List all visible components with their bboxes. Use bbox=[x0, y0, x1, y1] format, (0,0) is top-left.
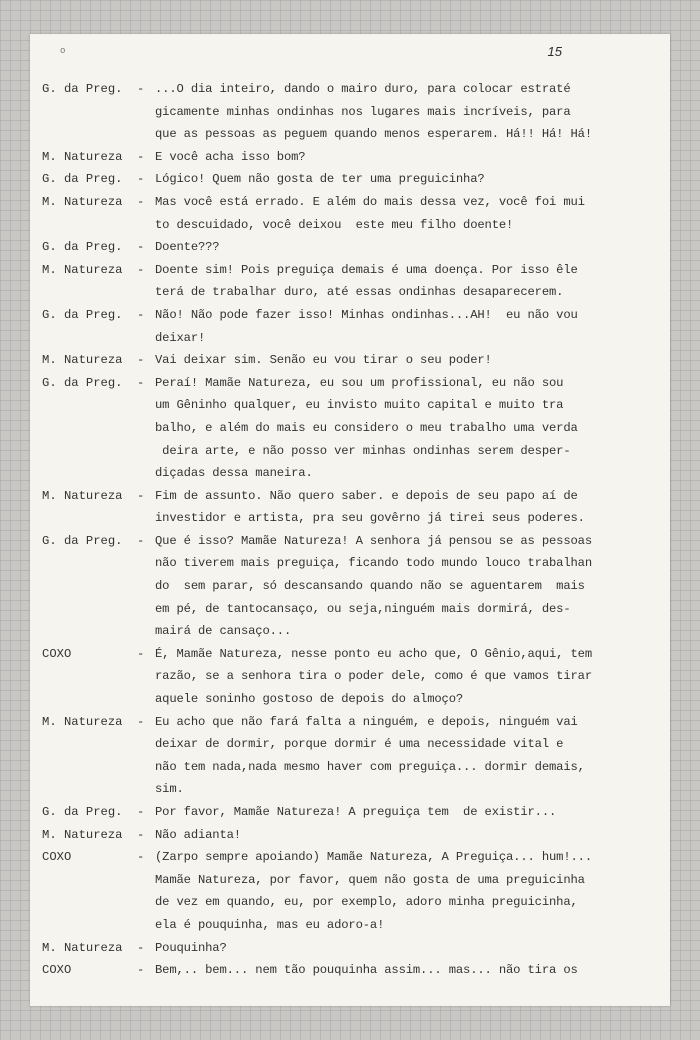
dialogue-entry bbox=[42, 959, 658, 982]
dialogue-line: ela é pouquinha, mas eu adoro-a! bbox=[155, 917, 385, 932]
speaker-name: M. Natureza bbox=[42, 149, 123, 164]
dialogue-entry bbox=[42, 236, 658, 259]
speaker-name: G. da Preg. bbox=[42, 307, 123, 322]
dialogue-entry bbox=[42, 937, 658, 960]
dialogue-line: em pé, de tantocansaço, ou seja,ninguém mais dormirá, des- bbox=[155, 601, 571, 616]
dialogue-line: Por favor, Mamãe Natureza! A preguiça tem de existir... bbox=[155, 805, 557, 819]
dialogue-entry bbox=[42, 485, 658, 530]
dialogue-line: Eu acho que não fará falta a ninguém, e depois, ninguém vai bbox=[155, 714, 578, 729]
speaker-name: G. da Preg. bbox=[42, 240, 123, 255]
dialogue-line: Peraí! Mamãe Natureza, eu sou um profissional, eu não sou bbox=[155, 375, 564, 390]
speaker-separator: - bbox=[137, 194, 145, 209]
dialogue-line: Fim de assunto. Não quero saber. e depois de seu papo aí de bbox=[155, 488, 578, 503]
speaker-separator: - bbox=[137, 172, 145, 187]
speaker-separator: - bbox=[137, 240, 145, 255]
dialogue-text bbox=[155, 304, 658, 349]
dialogue-entry bbox=[42, 824, 658, 847]
speaker-separator: - bbox=[137, 533, 145, 548]
speaker-separator: - bbox=[137, 963, 145, 978]
speaker-separator: - bbox=[137, 353, 145, 368]
dialogue-line: Pouquinha? bbox=[155, 940, 227, 955]
speaker-separator: - bbox=[137, 262, 145, 277]
dialogue-line: Doente sim! Pois preguiça demais é uma doença. Por isso êle bbox=[155, 262, 578, 277]
dialogue-text bbox=[155, 349, 658, 372]
dialogue-text bbox=[155, 846, 658, 936]
dialogue-text bbox=[155, 191, 658, 236]
script-dialogue bbox=[42, 78, 658, 982]
speaker-name: M. Natureza bbox=[42, 714, 123, 729]
speaker-separator: - bbox=[137, 714, 145, 729]
dialogue-line: mairá de cansaço... bbox=[155, 624, 292, 639]
dialogue-entry bbox=[42, 643, 658, 711]
dialogue-entry bbox=[42, 191, 658, 236]
speaker-separator: - bbox=[137, 488, 145, 503]
dialogue-line: um Gêninho qualquer, eu invisto muito capital e muito tra bbox=[155, 398, 564, 413]
dialogue-entry bbox=[42, 372, 658, 485]
dialogue-line: não tiverem mais preguiça, ficando todo mundo louco trabalhan bbox=[155, 556, 592, 571]
dialogue-line: Não adianta! bbox=[155, 827, 241, 842]
speaker-name: M. Natureza bbox=[42, 353, 123, 368]
dialogue-text bbox=[155, 485, 658, 530]
dialogue-entry bbox=[42, 801, 658, 824]
dialogue-line: deixar de dormir, porque dormir é uma necessidade vital e bbox=[155, 737, 564, 752]
dialogue-text bbox=[155, 168, 658, 191]
dialogue-entry bbox=[42, 530, 658, 643]
dialogue-line: Lógico! Quem não gosta de ter uma preguicinha? bbox=[155, 172, 485, 187]
dialogue-entry bbox=[42, 259, 658, 304]
speaker-name: COXO bbox=[42, 850, 72, 865]
speaker-name: M. Natureza bbox=[42, 194, 123, 209]
dialogue-entry bbox=[42, 78, 658, 146]
dialogue-text bbox=[155, 146, 658, 169]
dialogue-entry bbox=[42, 168, 658, 191]
dialogue-line: Doente??? bbox=[155, 240, 220, 255]
dialogue-line: do sem parar, só descansando quando não se aguentarem mais bbox=[155, 579, 585, 594]
dialogue-text bbox=[155, 259, 658, 304]
dialogue-text bbox=[155, 372, 658, 485]
dialogue-line: to descuidado, você deixou este meu filho doente! bbox=[155, 217, 514, 232]
dialogue-line: não tem nada,nada mesmo haver com preguiça... dormir demais, bbox=[155, 759, 585, 774]
dialogue-entry bbox=[42, 146, 658, 169]
dialogue-text bbox=[155, 530, 658, 643]
dialogue-line: Que é isso? Mamãe Natureza! A senhora já pensou se as pessoas bbox=[155, 533, 592, 548]
dialogue-line: sim. bbox=[155, 782, 184, 797]
speaker-separator: - bbox=[137, 307, 145, 322]
speaker-separator: - bbox=[137, 805, 145, 819]
speaker-name: G. da Preg. bbox=[42, 805, 123, 819]
dialogue-text bbox=[155, 643, 658, 711]
dialogue-text bbox=[155, 937, 658, 960]
dialogue-line: Não! Não pode fazer isso! Minhas ondinhas...AH! eu não vou bbox=[155, 307, 578, 322]
dialogue-line: aquele soninho gostoso de depois do almoço? bbox=[155, 692, 464, 707]
dialogue-line: Mas você está errado. E além do mais dessa vez, você foi mui bbox=[155, 194, 585, 209]
punch-hole-mark: o bbox=[60, 46, 66, 56]
speaker-separator: - bbox=[137, 149, 145, 164]
speaker-name: M. Natureza bbox=[42, 488, 123, 503]
dialogue-text bbox=[155, 711, 658, 801]
dialogue-line: Mamãe Natureza, por favor, quem não gosta de uma preguicinha bbox=[155, 872, 585, 887]
dialogue-line: que as pessoas as peguem quando menos esperarem. Há!! Há! Há! bbox=[155, 127, 592, 142]
dialogue-entry bbox=[42, 349, 658, 372]
dialogue-line: Vai deixar sim. Senão eu vou tirar o seu poder! bbox=[155, 353, 492, 368]
speaker-separator: - bbox=[137, 375, 145, 390]
dialogue-text bbox=[155, 78, 658, 146]
dialogue-line: ...O dia inteiro, dando o mairo duro, para colocar estraté bbox=[155, 82, 571, 96]
dialogue-text bbox=[155, 801, 658, 824]
dialogue-entry bbox=[42, 304, 658, 349]
speaker-separator: - bbox=[137, 850, 145, 865]
dialogue-line: investidor e artista, pra seu govêrno já tirei seus poderes. bbox=[155, 511, 585, 526]
speaker-name: M. Natureza bbox=[42, 262, 123, 277]
page-number: 15 bbox=[547, 44, 562, 59]
dialogue-entry bbox=[42, 846, 658, 936]
dialogue-text bbox=[155, 959, 658, 982]
dialogue-line: terá de trabalhar duro, até essas ondinhas desaparecerem. bbox=[155, 285, 564, 300]
speaker-separator: - bbox=[137, 82, 145, 96]
dialogue-text bbox=[155, 824, 658, 847]
speaker-name: G. da Preg. bbox=[42, 533, 123, 548]
dialogue-line: diçadas dessa maneira. bbox=[155, 466, 313, 481]
speaker-name: G. da Preg. bbox=[42, 375, 123, 390]
speaker-name: M. Natureza bbox=[42, 827, 123, 842]
dialogue-line: gicamente minhas ondinhas nos lugares mais incríveis, para bbox=[155, 104, 571, 119]
speaker-name: G. da Preg. bbox=[42, 82, 123, 96]
dialogue-line: de vez em quando, eu, por exemplo, adoro minha preguicinha, bbox=[155, 895, 578, 910]
dialogue-text bbox=[155, 236, 658, 259]
speaker-separator: - bbox=[137, 940, 145, 955]
speaker-separator: - bbox=[137, 827, 145, 842]
dialogue-line: Bem,.. bem... nem tão pouquinha assim... mas... não tira os bbox=[155, 963, 578, 978]
speaker-name: COXO bbox=[42, 646, 72, 661]
dialogue-line: deixar! bbox=[155, 330, 206, 345]
document-page bbox=[30, 34, 670, 1006]
dialogue-line: razão, se a senhora tira o poder dele, como é que vamos tirar bbox=[155, 669, 592, 684]
speaker-name: G. da Preg. bbox=[42, 172, 123, 187]
dialogue-line: E você acha isso bom? bbox=[155, 149, 306, 164]
dialogue-line: deira arte, e não posso ver minhas ondinhas serem desper- bbox=[155, 443, 571, 458]
speaker-separator: - bbox=[137, 646, 145, 661]
speaker-name: M. Natureza bbox=[42, 940, 123, 955]
dialogue-line: balho, e além do mais eu considero o meu trabalho uma verda bbox=[155, 420, 578, 435]
dialogue-entry bbox=[42, 711, 658, 801]
dialogue-line: (Zarpo sempre apoiando) Mamãe Natureza, A Preguiça... hum!... bbox=[155, 850, 592, 865]
speaker-name: COXO bbox=[42, 963, 72, 978]
dialogue-line: É, Mamãe Natureza, nesse ponto eu acho que, O Gênio,aqui, tem bbox=[155, 646, 592, 661]
